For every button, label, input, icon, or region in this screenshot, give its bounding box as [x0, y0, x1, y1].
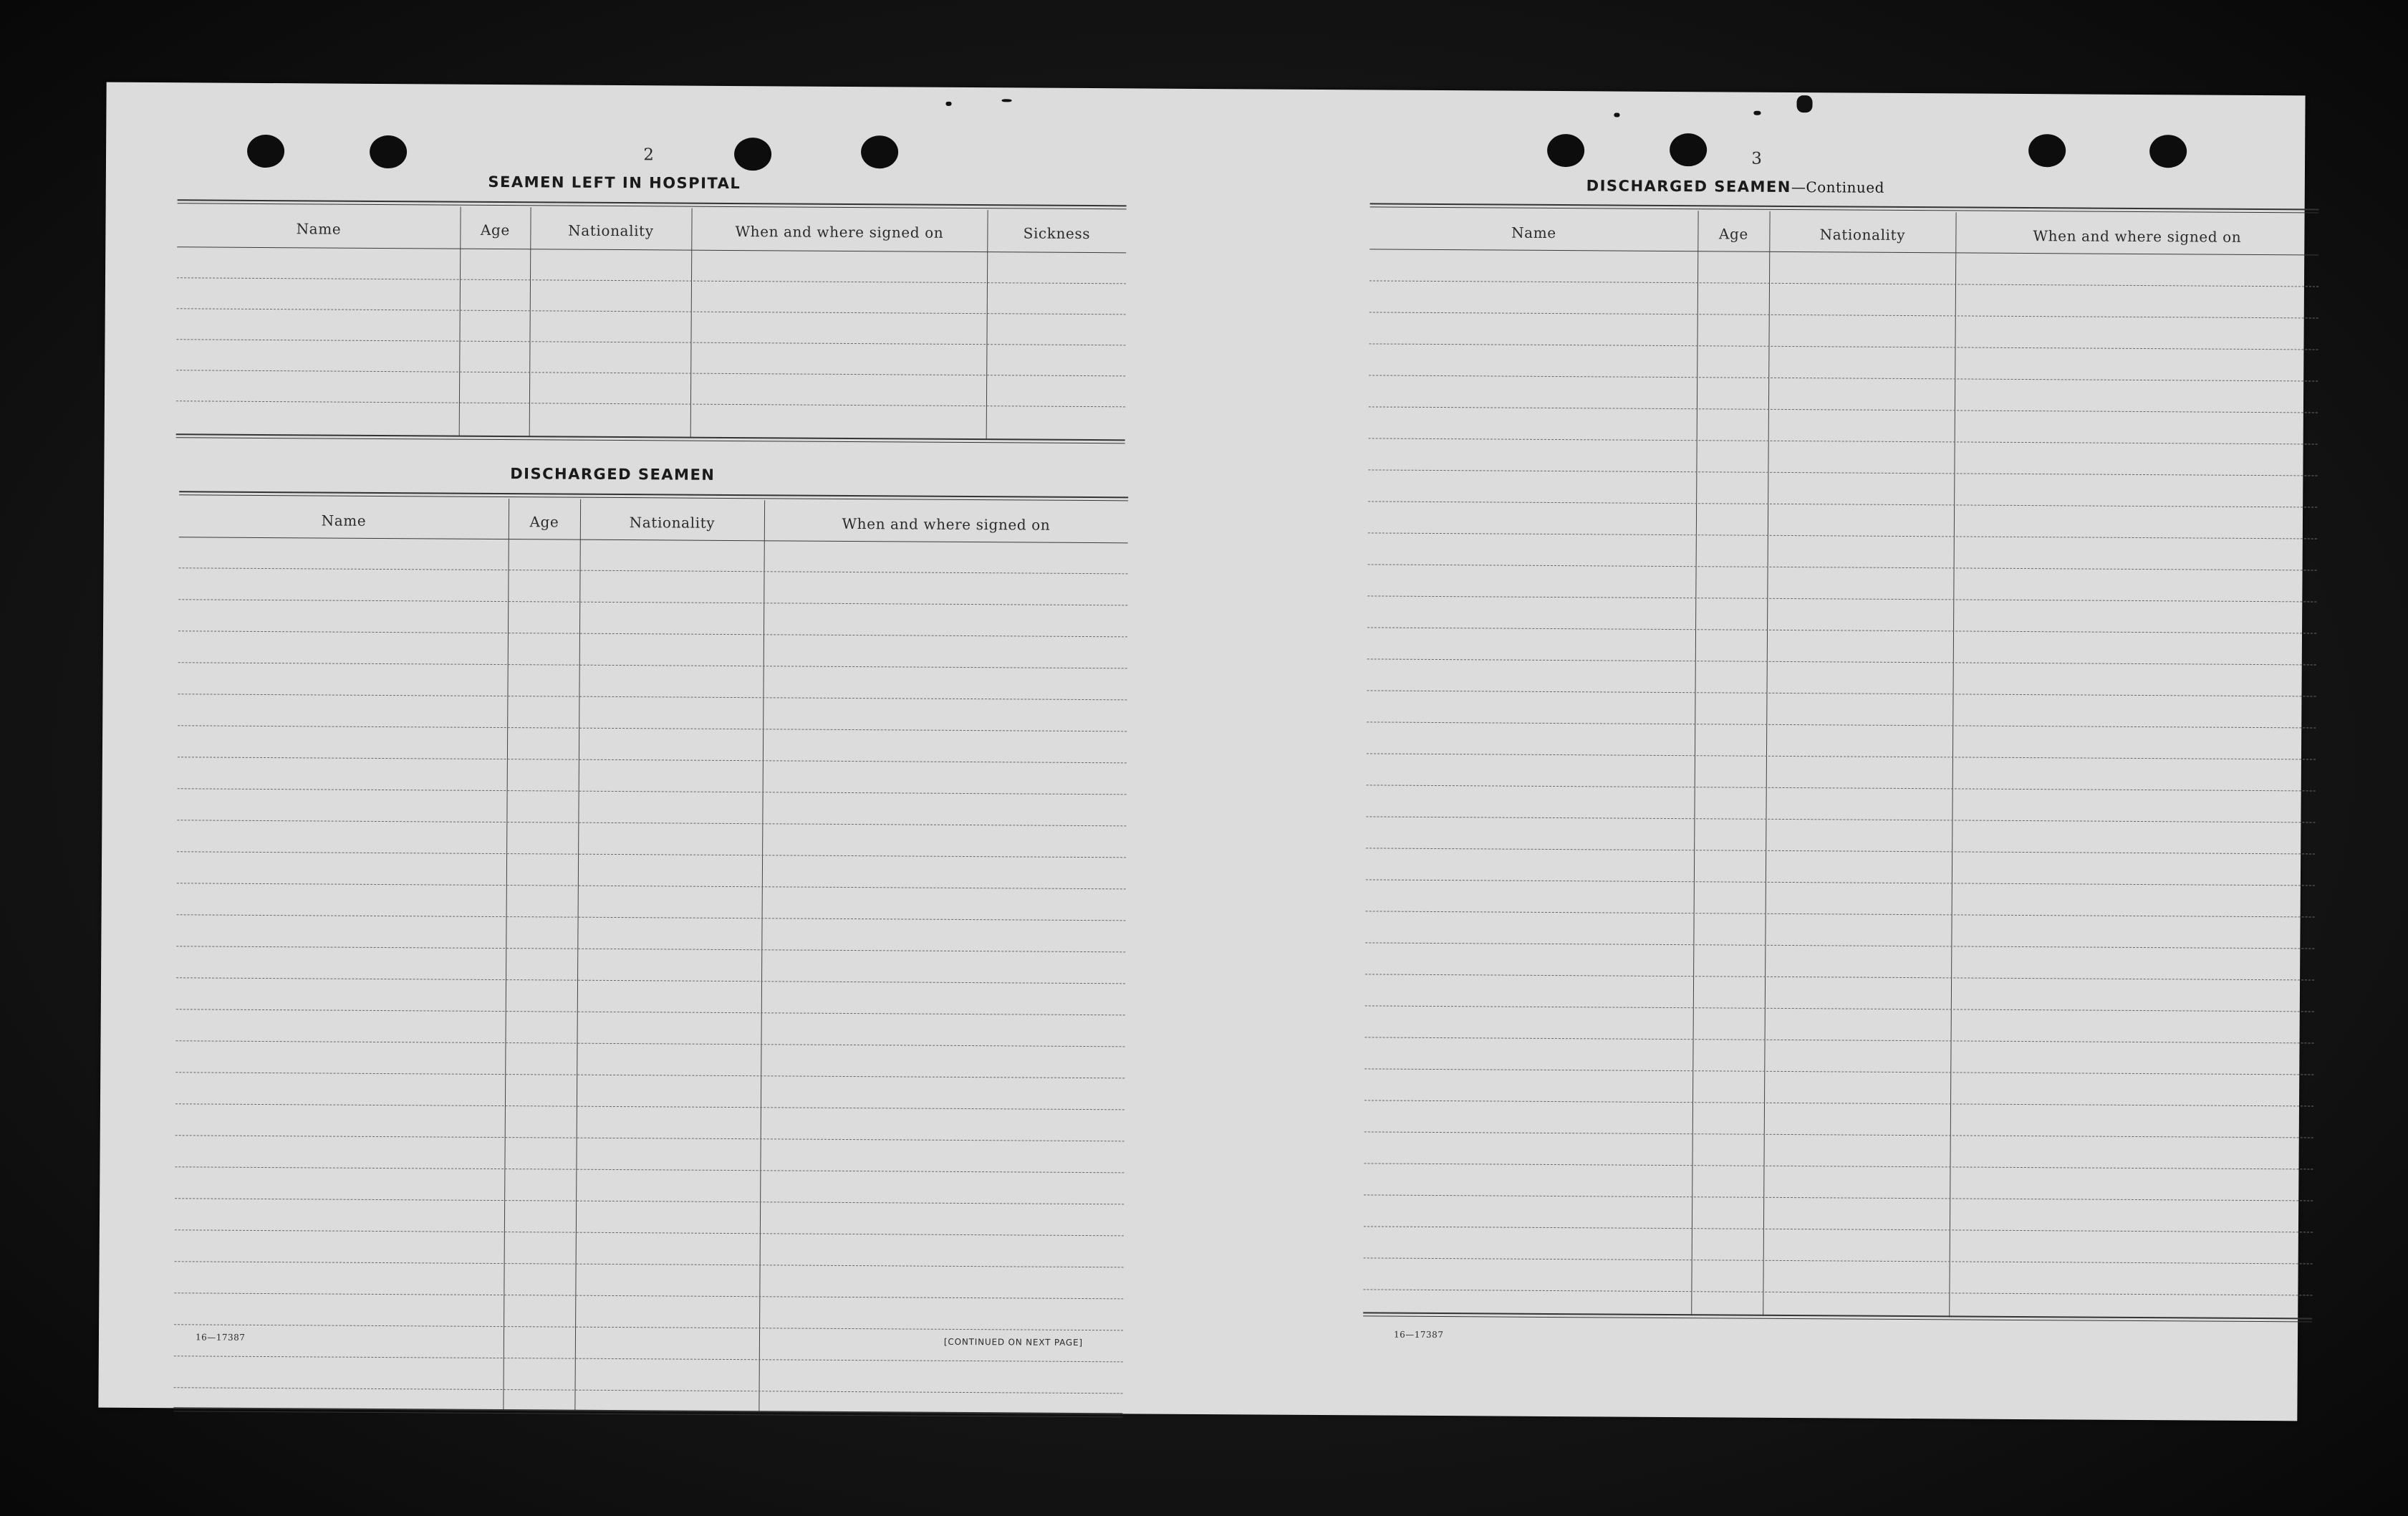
ruled-entry-line	[1364, 1163, 2313, 1169]
table-bottom-rule	[1363, 1312, 2312, 1322]
page-number: 3	[1751, 149, 1763, 168]
ruled-entry-line	[176, 1040, 1125, 1047]
continued-note: [CONTINUED ON NEXT PAGE]	[943, 1336, 1083, 1348]
table-bottom-rule	[176, 433, 1125, 443]
ruled-entry-line	[178, 788, 1127, 795]
hospital-section-title: SEAMEN LEFT IN HOSPITAL	[488, 173, 741, 193]
ruled-entry-line	[174, 1292, 1123, 1299]
ruled-entry-line	[1368, 501, 2317, 507]
ruled-entry-line	[174, 1387, 1123, 1393]
discharged-continued-table	[1362, 203, 2318, 1426]
header-underline	[177, 246, 1126, 253]
column-header-nationality: Nationality	[1819, 226, 1906, 244]
ruled-entry-line	[175, 1229, 1124, 1236]
column-header-signed-on: When and where signed on	[842, 514, 1051, 534]
ruled-entry-line	[176, 339, 1125, 345]
ruled-entry-line	[1369, 375, 2318, 381]
ruled-entry-line	[1367, 690, 2316, 696]
ruled-entry-line	[1367, 627, 2316, 633]
ruled-entry-line	[178, 630, 1127, 637]
form-code: 16—17387	[195, 1332, 246, 1343]
hospital-table	[176, 199, 1127, 450]
column-header-age: Age	[529, 513, 559, 531]
ruled-entry-line	[1364, 1100, 2313, 1106]
column-header-name: Name	[1511, 224, 1556, 242]
ruled-entry-line	[1368, 564, 2317, 570]
column-header-signed-on: When and where signed on	[735, 223, 944, 241]
ruled-entry-line	[178, 599, 1127, 605]
discharged-table	[173, 491, 1128, 1428]
column-divider	[758, 500, 765, 1411]
header-underline	[1369, 249, 2318, 255]
ruled-entry-line	[179, 567, 1128, 574]
column-header-name: Name	[296, 220, 342, 238]
ruled-entry-line	[1364, 1068, 2313, 1075]
ruled-entry-line	[1365, 974, 2314, 980]
ruled-entry-line	[174, 1356, 1123, 1362]
ruled-entry-line	[176, 1009, 1125, 1015]
ruled-entry-line	[1365, 942, 2314, 949]
ruled-entry-line	[178, 662, 1127, 668]
ruled-entry-line	[1369, 312, 2318, 318]
column-divider	[503, 499, 509, 1410]
section-title-text: DISCHARGED SEAMEN	[1586, 177, 1791, 196]
form-code: 16—17387	[1393, 1329, 1444, 1340]
column-header-name: Name	[321, 512, 367, 529]
column-divider	[574, 499, 581, 1411]
ruled-entry-line	[1367, 721, 2316, 728]
column-divider	[529, 207, 531, 436]
ruled-entry-line	[1364, 1257, 2313, 1264]
ruled-entry-line	[1367, 595, 2316, 602]
table-top-rule	[178, 199, 1127, 209]
ruled-entry-line	[1367, 753, 2316, 759]
ruled-entry-line	[176, 946, 1125, 952]
ruled-entry-line	[1365, 1037, 2314, 1043]
header-underline	[179, 537, 1128, 543]
ruled-entry-line	[175, 1103, 1124, 1110]
page-number: 2	[643, 145, 655, 165]
ruled-entry-line	[1369, 343, 2318, 350]
ruled-entry-line	[178, 725, 1127, 731]
ruled-entry-line	[175, 1261, 1124, 1267]
ruled-entry-line	[1363, 1289, 2312, 1295]
ruled-entry-line	[1368, 469, 2317, 476]
column-header-age: Age	[1718, 225, 1748, 243]
ruled-entry-line	[175, 1135, 1124, 1141]
ruled-entry-line	[177, 820, 1126, 826]
column-divider	[459, 207, 461, 436]
section-title-suffix: —Continued	[1791, 178, 1885, 196]
column-header-signed-on: When and where signed on	[2033, 227, 2242, 246]
ruled-entry-line	[174, 1324, 1123, 1330]
ruled-entry-line	[177, 883, 1126, 889]
column-divider	[690, 208, 693, 438]
ruled-entry-line	[1367, 658, 2316, 665]
page-right	[1198, 89, 2305, 1421]
ruled-entry-line	[1364, 1226, 2313, 1232]
ruled-entry-line	[177, 914, 1126, 921]
ruled-entry-line	[175, 1072, 1124, 1078]
ruled-entry-line	[177, 308, 1126, 315]
ruled-entry-line	[1365, 1005, 2314, 1012]
ruled-entry-line	[1366, 848, 2315, 854]
ruled-entry-line	[1364, 1194, 2313, 1201]
page-left	[98, 82, 1205, 1414]
ruled-entry-line	[177, 851, 1126, 858]
column-header-nationality: Nationality	[568, 221, 654, 240]
ruled-entry-line	[175, 1166, 1124, 1173]
ruled-entry-line	[1367, 785, 2316, 791]
column-header-age: Age	[480, 221, 510, 239]
ruled-entry-line	[1369, 438, 2318, 444]
ruled-entry-line	[1369, 406, 2318, 413]
ruled-entry-line	[176, 977, 1125, 984]
table-bottom-rule	[173, 1407, 1122, 1417]
ruled-entry-line	[1366, 879, 2315, 886]
ruled-entry-line	[178, 757, 1127, 763]
ruled-entry-line	[178, 694, 1127, 700]
discharged-continued-title	[1492, 176, 1979, 196]
column-header-sickness: Sickness	[1023, 224, 1091, 243]
table-top-rule	[179, 491, 1128, 501]
ruled-entry-line	[176, 370, 1125, 376]
ledger-sheet	[98, 82, 2305, 1421]
column-header-nationality: Nationality	[629, 514, 716, 532]
ruled-entry-line	[175, 1198, 1124, 1204]
ruled-entry-line	[177, 277, 1126, 284]
ruled-entry-line	[1368, 532, 2317, 539]
ruled-entry-line	[1366, 911, 2315, 917]
ruled-entry-line	[1364, 1131, 2313, 1138]
ruled-entry-line	[1369, 280, 2318, 287]
discharged-section-title: DISCHARGED SEAMEN	[510, 465, 716, 484]
ruled-entry-line	[176, 400, 1125, 407]
table-top-rule	[1370, 203, 2319, 213]
ruled-entry-line	[1366, 816, 2315, 822]
